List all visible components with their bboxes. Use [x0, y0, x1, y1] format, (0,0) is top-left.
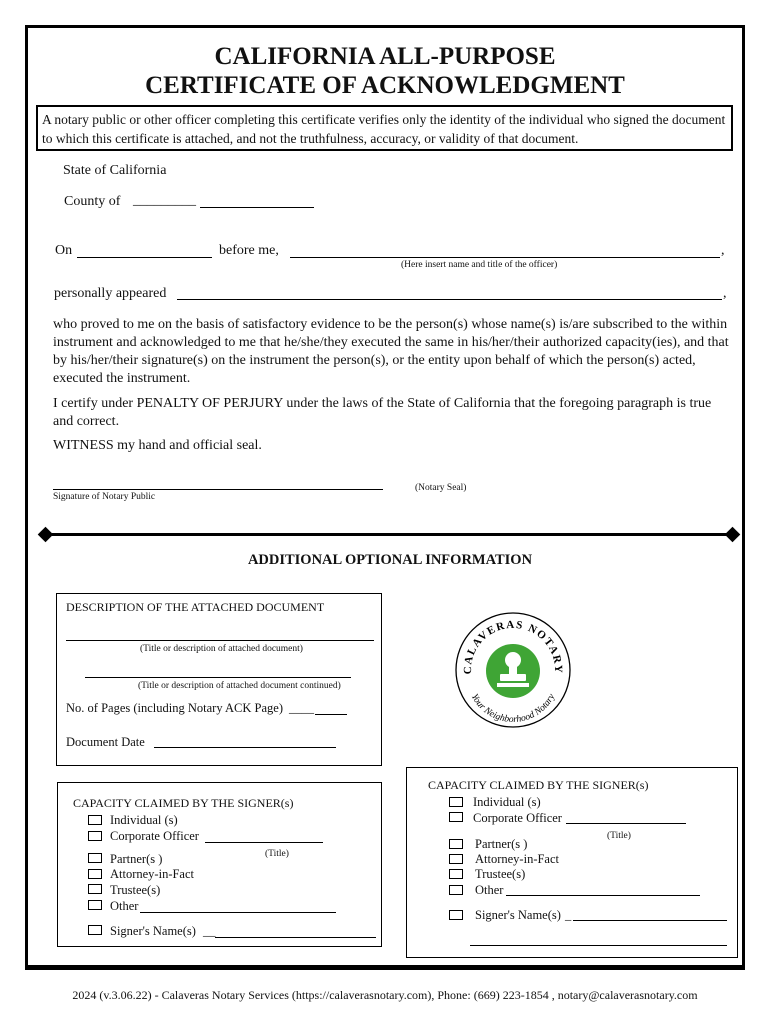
- right-individual-checkbox[interactable]: [449, 797, 463, 807]
- document-title-field[interactable]: [66, 640, 374, 641]
- left-trustee-label: Trustee(s): [110, 883, 161, 897]
- page-title-line-2: CERTIFICATE OF ACKNOWLEDGMENT: [145, 72, 625, 99]
- right-trustee-checkbox[interactable]: [449, 869, 463, 879]
- right-title-hint: (Title): [607, 831, 631, 841]
- county-field[interactable]: [200, 207, 314, 208]
- capacity-left-heading: CAPACITY CLAIMED BY THE SIGNER(s): [73, 796, 294, 810]
- left-signer-name-field[interactable]: [215, 937, 376, 938]
- left-corporate-officer-label: Corporate Officer: [110, 829, 199, 843]
- notary-signature-field[interactable]: [53, 489, 383, 490]
- right-corporate-officer-checkbox[interactable]: [449, 812, 463, 822]
- on-label: On: [55, 243, 73, 258]
- right-other-field[interactable]: [506, 895, 700, 896]
- signature-label: Signature of Notary Public: [53, 492, 156, 502]
- pages-label: No. of Pages (including Notary ACK Page): [66, 701, 283, 715]
- appeared-label: personally appeared: [54, 286, 167, 301]
- right-corporate-officer-label: Corporate Officer: [473, 811, 562, 825]
- optional-info-heading: ADDITIONAL OPTIONAL INFORMATION: [247, 552, 533, 568]
- left-signer-label: Signer's Name(s): [110, 924, 196, 938]
- document-title-continued-hint: (Title or description of attached document continued): [138, 681, 341, 691]
- right-other-checkbox[interactable]: [449, 885, 463, 895]
- right-other-label: Other: [475, 883, 504, 897]
- document-title-continued-field[interactable]: [85, 677, 351, 678]
- right-partner-checkbox[interactable]: [449, 839, 463, 849]
- witness-line: WITNESS my hand and official seal.: [53, 438, 262, 453]
- county-value: _________: [133, 193, 196, 208]
- county-label: County of: [64, 194, 121, 209]
- document-date-field[interactable]: [154, 747, 336, 748]
- right-attorney-label: Attorney-in-Fact: [475, 852, 560, 866]
- left-signer-checkbox[interactable]: [88, 925, 102, 935]
- right-attorney-checkbox[interactable]: [449, 854, 463, 864]
- left-signer-value: __: [203, 924, 216, 938]
- left-partner-label: Partner(s ): [110, 852, 163, 866]
- page-title-line-1: CALIFORNIA ALL-PURPOSE: [214, 43, 556, 70]
- left-partner-checkbox[interactable]: [88, 853, 102, 863]
- left-trustee-checkbox[interactable]: [88, 884, 102, 894]
- right-individual-label: Individual (s): [473, 795, 541, 809]
- left-other-checkbox[interactable]: [88, 900, 102, 910]
- left-attorney-checkbox[interactable]: [88, 869, 102, 879]
- right-signer-label: Signer's Name(s): [475, 908, 561, 922]
- document-title-hint: (Title or description of attached document): [140, 644, 303, 654]
- acknowledgment-paragraph: who proved to me on the basis of satisfactory evidence to be the person(s) whose name(s) is/are subscribed to the within instrument and acknowledged to me that he/she/they executed the same in his/her/their authorized capacity(ies), and that by his/her/their signature(s) on the instrument the person(s), or the entity upon behalf of which the person(s) acted, executed the instrument.: [53, 317, 729, 386]
- pages-field[interactable]: [315, 714, 347, 715]
- right-corporate-title-field[interactable]: [566, 823, 686, 824]
- officer-name-field[interactable]: [290, 257, 720, 258]
- appeared-name-field[interactable]: [177, 299, 722, 300]
- logo-top-text: CALAVERAS NOTARY: [461, 618, 565, 675]
- right-signer-name-field-2[interactable]: [470, 945, 727, 946]
- left-individual-label: Individual (s): [110, 813, 178, 827]
- left-other-field[interactable]: [140, 912, 336, 913]
- state-label: State of California: [63, 163, 167, 178]
- description-heading: DESCRIPTION OF THE ATTACHED DOCUMENT: [66, 600, 325, 614]
- left-corporate-officer-checkbox[interactable]: [88, 831, 102, 841]
- notice-box: A notary public or other officer completing this certificate verifies only the identity of the individual who signed the document to which this certificate is attached, and not the truthfulness, accuracy, or validity of that document.: [36, 105, 733, 151]
- seal-label: (Notary Seal): [415, 483, 467, 493]
- right-partner-label: Partner(s ): [475, 837, 528, 851]
- right-signer-value: _: [565, 908, 572, 922]
- date-field[interactable]: [77, 257, 212, 258]
- appeared-comma: ,: [723, 286, 727, 301]
- logo-bottom-text: Your Neighborhood Notary: [468, 692, 558, 726]
- officer-hint: (Here insert name and title of the officer): [401, 260, 558, 270]
- left-other-label: Other: [110, 899, 139, 913]
- left-corporate-title-field[interactable]: [205, 842, 323, 843]
- capacity-right-heading: CAPACITY CLAIMED BY THE SIGNER(s): [428, 778, 649, 792]
- before-me-label: before me,: [219, 243, 279, 258]
- footer-text: 2024 (v.3.06.22) - Calaveras Notary Services (https://calaverasnotary.com), Phone: (669) 223-1854 , notary@calaverasnotary.com: [72, 988, 698, 1002]
- right-signer-name-field[interactable]: [573, 920, 727, 921]
- calaveras-notary-logo: [453, 608, 573, 728]
- perjury-paragraph: I certify under PENALTY OF PERJURY under the laws of the State of California that the foregoing paragraph is true and correct.: [53, 396, 712, 429]
- officer-comma: ,: [721, 243, 725, 258]
- left-attorney-label: Attorney-in-Fact: [110, 867, 195, 881]
- document-date-label: Document Date: [66, 735, 145, 749]
- right-trustee-label: Trustee(s): [475, 867, 526, 881]
- left-individual-checkbox[interactable]: [88, 815, 102, 825]
- section-divider: [52, 533, 727, 536]
- pages-value: ____: [289, 701, 314, 715]
- right-signer-checkbox[interactable]: [449, 910, 463, 920]
- left-title-hint: (Title): [265, 849, 289, 859]
